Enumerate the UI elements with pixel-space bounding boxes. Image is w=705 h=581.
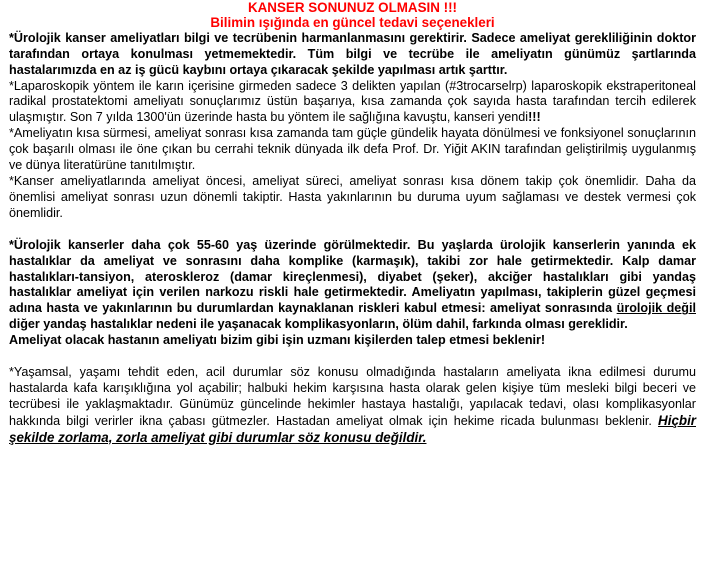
vital-text: *Yaşamsal, yaşamı tehdit eden, acil durumlar söz konusu olmadığında hastaların ameliyata ikna edilmesi durumu hastalarda kafa karışıklığına yol açabilir; halbuki hekim karşısına hasta olarak gelen kişiye tüm mesleki bilgi beceri ve tecrübesi ile yaklaşmaktadır. Günümüz güncelinde hekimler hastaya hastalığı, yapılacak tedavi, olası komplikasyonlar hakkında bilgi verirler ikna çabası gütmezler. Hastadan ameliyat olmak için hekime ricada bulunması beklenir. — [9, 365, 696, 428]
age-risk-text: *Ürolojik kanserler daha çok 55-60 yaş üzerinde görülmektedir. Bu yaşlarda ürolojik kanserlerin yanında ek hastalıklar da ameliyat ve sonrasını daha komplike (karmaşık), takibi zor hale getirmektedir. Kalp damar hastalıkları-tansiyon, ateroskleroz (damar kireçlenmesi), diyabet (şeker), akciğer hastalıkları gibi yandaş hastalıklar ameliyat için verilen narkozu riskli hale getirmektedir. Ameliyatın yapılması, takiplerin güzel geçmesi adına hasta ve yakınlarının bu durumlardan kaynaklanan riskleri kabul etmesi: ameliyat sonrasında — [9, 237, 696, 316]
expert-paragraph: Ameliyat olacak hastanın ameliyatı bizim gibi işin uzmanı kişilerden talep etmesi beklenir! — [9, 333, 546, 348]
age-risk-underlined: ürolojik değil — [616, 301, 696, 316]
laparoscopy-text: *Laparoskopik yöntem ile karın içerisine girmeden sadece 3 delikten yapılan (#3trocarselrp) laparoskopik ekstraperitoneal radikal prostatektomi ameliyatı sonuçlarımız üstün başarıya, kısa zamanda çok sayıda hasta tarafından tercih edilerek ulaşmıştır. Son 7 yılda 1300'ün üzerinde hasta bu yöntem ile sağlığına kavuştu, kanseri yendi — [9, 78, 696, 125]
vital-paragraph — [9, 365, 696, 447]
followup-paragraph: *Kanser ameliyatlarında ameliyat öncesi, ameliyat süreci, ameliyat sonrası kısa dönem takip çok önemlidir. Daha da önemlisi ameliyat sonrası uzun dönemli takiptir. Hasta yakınlarının bu duruma uyum sağlaması ve destek vermesi çok önemlidir. — [9, 173, 696, 220]
age-risk-paragraph — [9, 238, 696, 333]
page-subtitle: Bilimin ışığında en güncel tedavi seçenekleri — [210, 15, 495, 31]
laparoscopy-exclaim: !!! — [528, 110, 541, 125]
intro-paragraph: *Ürolojik kanser ameliyatları bilgi ve tecrübenin harmanlanmasını gerektirir. Sadece ameliyat gerekliliğinin doktor tarafından ortaya konulması yetmemektedir. Tüm bilgi ve tecrübe ile ameliyatın günümüz şartlarında hastalarımızda en az iş gücü kaybını ortaya çıkaracak şekilde yapılması artık şarttır. — [9, 30, 696, 77]
age-risk-text-end: diğer yandaş hastalıklar nedeni ile yaşanacak komplikasyonların, ölüm dahil, farkında olması gereklidir. — [9, 317, 628, 332]
page-title: KANSER SONUNUZ OLMASIN !!! — [247, 0, 458, 15]
recovery-paragraph: *Ameliyatın kısa sürmesi, ameliyat sonrası kısa zamanda tam güçle gündelik hayata dönülmesi ve fonksiyonel sonuçlarının çok başarılı olması ile öne çıkan bu cerrahi teknik dünyada ilk defa Prof. Dr. Yiğit AKIN tarafından geliştirilmiş uygulanmış ve dünya literatürüne tanıtılmıştır. — [9, 126, 696, 173]
laparoscopy-paragraph — [9, 79, 696, 127]
spacer — [9, 349, 696, 365]
spacer — [9, 222, 696, 238]
vital-emphasis: Hiçbir şekilde zorlama, zorla ameliyat gibi durumlar söz konusu değildir. — [9, 412, 696, 445]
